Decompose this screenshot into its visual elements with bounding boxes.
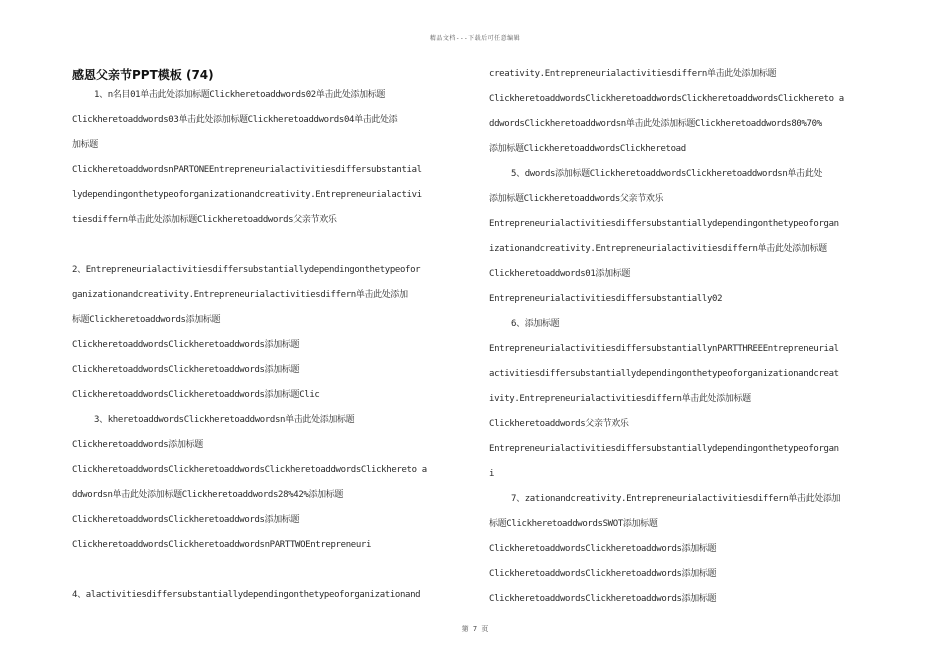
text-line (72, 233, 460, 258)
text-line: 2、Entrepreneurialactivitiesdiffersubstantiallydependingonthetypeofor (72, 265, 421, 275)
text-line: i (489, 469, 495, 479)
text-line: ClickheretoaddwordsClickheretoaddwordsClickheretoaddwordsClickhereto a (489, 94, 844, 104)
text-line: ClickheretoaddwordsnPARTONEEntrepreneurialactivitiesdiffersubstantial (72, 165, 422, 175)
text-line: 标题ClickheretoaddwordsSWOT添加标题 (489, 519, 658, 529)
text-line: ivity.Entrepreneurialactivitiesdiffern单击此处添加标题 (489, 394, 751, 404)
text-line: EntrepreneurialactivitiesdiffersubstantiallynPARTTHREEEntrepreneurial (489, 344, 839, 354)
page-number-footer: 第 7 页 (461, 625, 489, 633)
left-column-lines (72, 83, 460, 608)
text-line: 1、n名目01单击此处添加标题Clickheretoaddwords02单击此处添加标题 (94, 90, 386, 100)
left-column (72, 67, 460, 608)
text-line: ClickheretoaddwordsClickheretoaddwordsClickheretoaddwordsClickhereto a (72, 465, 427, 475)
text-line: creativity.Entrepreneurialactivitiesdiffern单击此处添加标题 (489, 69, 777, 79)
text-line: ClickheretoaddwordsClickheretoaddwords添加标题 (72, 515, 300, 525)
text-line: Clickheretoaddwords父亲节欢乐 (489, 419, 629, 429)
text-line: ganizationandcreativity.Entrepreneurialactivitiesdiffern单击此处添加 (72, 290, 408, 300)
text-line: 7、zationandcreativity.Entrepreneurialactivitiesdiffern单击此处添加 (511, 494, 841, 504)
text-line: ClickheretoaddwordsClickheretoaddwords添加标题 (72, 340, 300, 350)
right-column-lines (489, 62, 877, 612)
right-column (489, 62, 877, 612)
text-line: ddwordsClickheretoaddwordsn单击此处添加标题Clickheretoaddwords80%70% (489, 119, 822, 129)
text-line: 添加标题ClickheretoaddwordsClickheretoad (489, 144, 686, 154)
text-line: ClickheretoaddwordsClickheretoaddwords添加标题Clic (72, 390, 320, 400)
text-line: Entrepreneurialactivitiesdiffersubstantially02 (489, 294, 723, 304)
text-line: 4、alactivitiesdiffersubstantiallydependingonthetypeoforganizationand (72, 590, 421, 600)
text-line: Clickheretoaddwords添加标题 (72, 440, 203, 450)
document-title: 感恩父亲节PPT模板 (74) (72, 68, 214, 82)
text-line: 3、kheretoaddwordsClickheretoaddwordsn单击此处添加标题 (94, 415, 355, 425)
text-line (72, 558, 460, 583)
text-line: 加标题 (72, 140, 98, 150)
text-line: 添加标题Clickheretoaddwords父亲节欢乐 (489, 194, 664, 204)
text-line: activitiesdiffersubstantiallydependingonthetypeoforganizationandcreat (489, 369, 839, 379)
text-line: Clickheretoaddwords03单击此处添加标题Clickheretoaddwords04单击此处添 (72, 115, 398, 125)
text-line: ClickheretoaddwordsClickheretoaddwords添加标题 (489, 594, 717, 604)
text-line: izationandcreativity.Entrepreneurialactivitiesdiffern单击此处添加标题 (489, 244, 827, 254)
text-line: 标题Clickheretoaddwords添加标题 (72, 315, 221, 325)
text-line: tiesdiffern单击此处添加标题Clickheretoaddwords父亲节欢乐 (72, 215, 337, 225)
text-line: ClickheretoaddwordsClickheretoaddwordsnPARTTWOEntrepreneuri (72, 540, 372, 550)
text-line: Entrepreneurialactivitiesdiffersubstantiallydependingonthetypeoforgan (489, 444, 839, 454)
text-line: ClickheretoaddwordsClickheretoaddwords添加标题 (72, 365, 300, 375)
text-line: 5、dwords添加标题ClickheretoaddwordsClickheretoaddwordsn单击此处 (511, 169, 823, 179)
text-line: Clickheretoaddwords01添加标题 (489, 269, 631, 279)
text-line: ddwordsn单击此处添加标题Clickheretoaddwords28%42%添加标题 (72, 490, 344, 500)
text-line: ClickheretoaddwordsClickheretoaddwords添加标题 (489, 569, 717, 579)
text-line: lydependingonthetypeoforganizationandcreativity.Entrepreneurialactivi (72, 190, 422, 200)
text-line: Entrepreneurialactivitiesdiffersubstantiallydependingonthetypeoforgan (489, 219, 839, 229)
document-header-note: 精品文档---下载后可任意编辑 (429, 35, 521, 42)
text-line: 6、添加标题 (511, 319, 560, 329)
text-line: ClickheretoaddwordsClickheretoaddwords添加标题 (489, 544, 717, 554)
